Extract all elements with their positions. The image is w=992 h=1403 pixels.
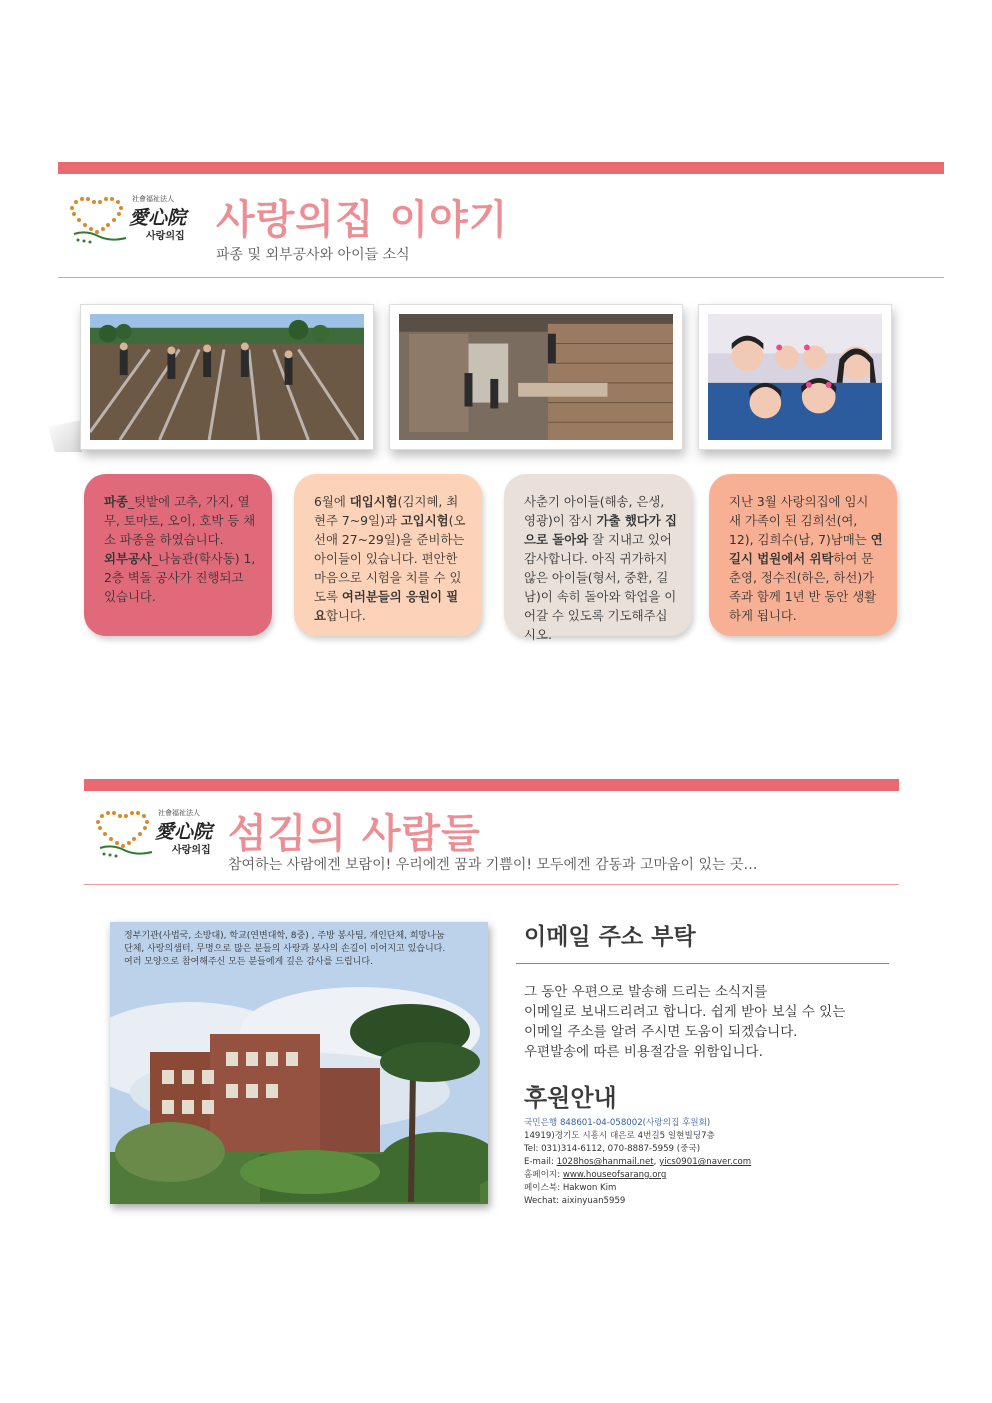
bank-account: 국민은행 848601-04-058002(사랑의집 후원회): [524, 1118, 711, 1128]
email-request-heading: 이메일 주소 부탁: [524, 924, 696, 950]
heart-logo-icon: [66, 194, 130, 246]
card-keyword: 연길시 법원에서 위탁: [729, 532, 883, 566]
section1-logo: [66, 192, 192, 248]
homepage: [524, 1169, 751, 1182]
card-text: 사춘기 아이들(해송, 은생, 영광)이 잠시: [524, 494, 665, 528]
card-text: 6월에: [314, 494, 350, 509]
card-text: 지난 3월 사랑의집에 임시 새 가족이 된 김희선(여, 12), 김희수(남, 7)남매는: [729, 494, 871, 547]
card-text: (오선애 27~29일)을 준비하는 아이들이 있습니다. 편안한 마음으로 시험을 치를 수 있도록: [314, 513, 466, 604]
news-card-new-family: [709, 474, 897, 636]
card-keyword: 고입시험: [400, 513, 449, 528]
logo-korean-name: 사랑의집: [146, 231, 185, 242]
card-text: (김지혜, 최현주 7~9일)과: [314, 494, 459, 528]
photo-brick-construction: [389, 304, 683, 450]
photo-caption: [124, 930, 484, 969]
card-text: 합니다.: [325, 608, 366, 623]
card-keyword-construction: 외부공사: [104, 551, 152, 566]
homepage-label: 홈페이지:: [524, 1170, 563, 1180]
logo-hanja: 愛心院: [129, 207, 187, 229]
email-line: 이메일 주소를 알려 주시면 도움이 되겠습니다.: [524, 1024, 798, 1040]
news-card-planting: [84, 474, 272, 636]
caption-line: 단체, 사랑의샘터, 무명으로 많은 분들의 사랑과 봉사의 손길이 이어지고 있습니다.: [124, 944, 446, 954]
section2-title: 섬김의 사람들: [228, 811, 481, 857]
email-request-text: [524, 982, 845, 1062]
section2-logo: [92, 806, 218, 862]
section2-divider: [84, 884, 899, 885]
card-keyword: 여러분들의 응원이 필요: [314, 589, 459, 623]
email-link-2[interactable]: yics0901@naver.com: [659, 1157, 752, 1167]
section1-divider: [58, 277, 944, 278]
photo-curl-shadow: [48, 420, 82, 452]
photo-family-selfie: [698, 304, 892, 450]
card-keyword: 가출 했다가 집으로 돌아와: [524, 513, 678, 547]
email-line: 그 동안 우편으로 발송해 드리는 소식지를: [524, 984, 768, 1000]
card-text: 잘 지내고 있어 감사합니다. 아직 귀가하지 않은 아이들(형서, 중환, 길남)이 속히 돌아와 학업을 이어갈 수 있도록 기도해주십시오.: [524, 532, 677, 642]
card-keyword-planting: 파종: [104, 494, 128, 509]
email-link-1[interactable]: 1028hos@hanmail.net: [556, 1157, 654, 1167]
email-divider: [516, 963, 889, 964]
photo-field-planting: [80, 304, 374, 450]
email-line: 우편발송에 따른 비용절감을 위함입니다.: [524, 1044, 763, 1060]
postal-address: 14919)경기도 시흥시 대은로 4번길5 일현빌딩7층: [524, 1131, 715, 1141]
homepage-link[interactable]: www.houseofsarang.org: [562, 1170, 667, 1180]
wechat-info: Wechat: aixinyuan5959: [524, 1196, 626, 1206]
news-card-exams: [294, 474, 482, 636]
card-text: _텃밭에 고추, 가지, 열무, 토마토, 오이, 호박 등 채소 파종을 하였습니다.: [104, 494, 256, 547]
facebook-info: 페이스북: Hakwon Kim: [524, 1183, 617, 1193]
support-info: [524, 1117, 751, 1208]
section1-subtitle: 파종 및 외부공사와 아이들 소식: [216, 247, 410, 263]
section1-top-bar: [58, 162, 944, 174]
support-heading: 후원안내: [524, 1084, 617, 1112]
photo-building: [110, 922, 488, 1204]
email-line: 이메일로 보내드리려고 합니다. 쉽게 받아 보실 수 있는: [524, 1004, 846, 1020]
logo-hanja: 愛心院: [155, 821, 213, 843]
card-text: 하여 문춘영, 정수진(하은, 하선)가족과 함께 1년 반 동안 생활하게 됩니다.: [729, 551, 877, 623]
caption-line: 여러 모양으로 참여해주신 모든 분들에게 깊은 감사를 드립니다.: [124, 957, 373, 967]
logo-korean-name: 사랑의집: [172, 845, 211, 856]
caption-line: 정부기관(사법국, 소방대), 학교(연변대학, 8중) , 주방 봉사팀, 개인단체, 희망나눔: [124, 931, 445, 941]
card-keyword: 대입시험: [349, 494, 398, 509]
email-contacts: [524, 1156, 751, 1169]
email-separator: ,: [653, 1157, 660, 1167]
card-text: _나눔관(학사동) 1, 2층 벽돌 공사가 진행되고 있습니다.: [104, 551, 256, 604]
news-card-children: [504, 474, 692, 642]
email-label: E-mail:: [524, 1157, 557, 1167]
section2-top-bar: [84, 779, 899, 791]
logo-org-type: 社會福祉法人: [158, 809, 200, 817]
phone-numbers: Tel: 031)314-6112, 070-8887-5959 (중국): [524, 1144, 701, 1154]
section2-subtitle: 참여하는 사람에겐 보람이! 우리에겐 꿈과 기쁨이! 모두에겐 감동과 고마움이 있는 곳…: [228, 857, 758, 873]
logo-org-type: 社會福祉法人: [132, 195, 174, 203]
section1-title: 사랑의집 이야기: [216, 197, 509, 243]
heart-logo-icon: [92, 808, 156, 860]
